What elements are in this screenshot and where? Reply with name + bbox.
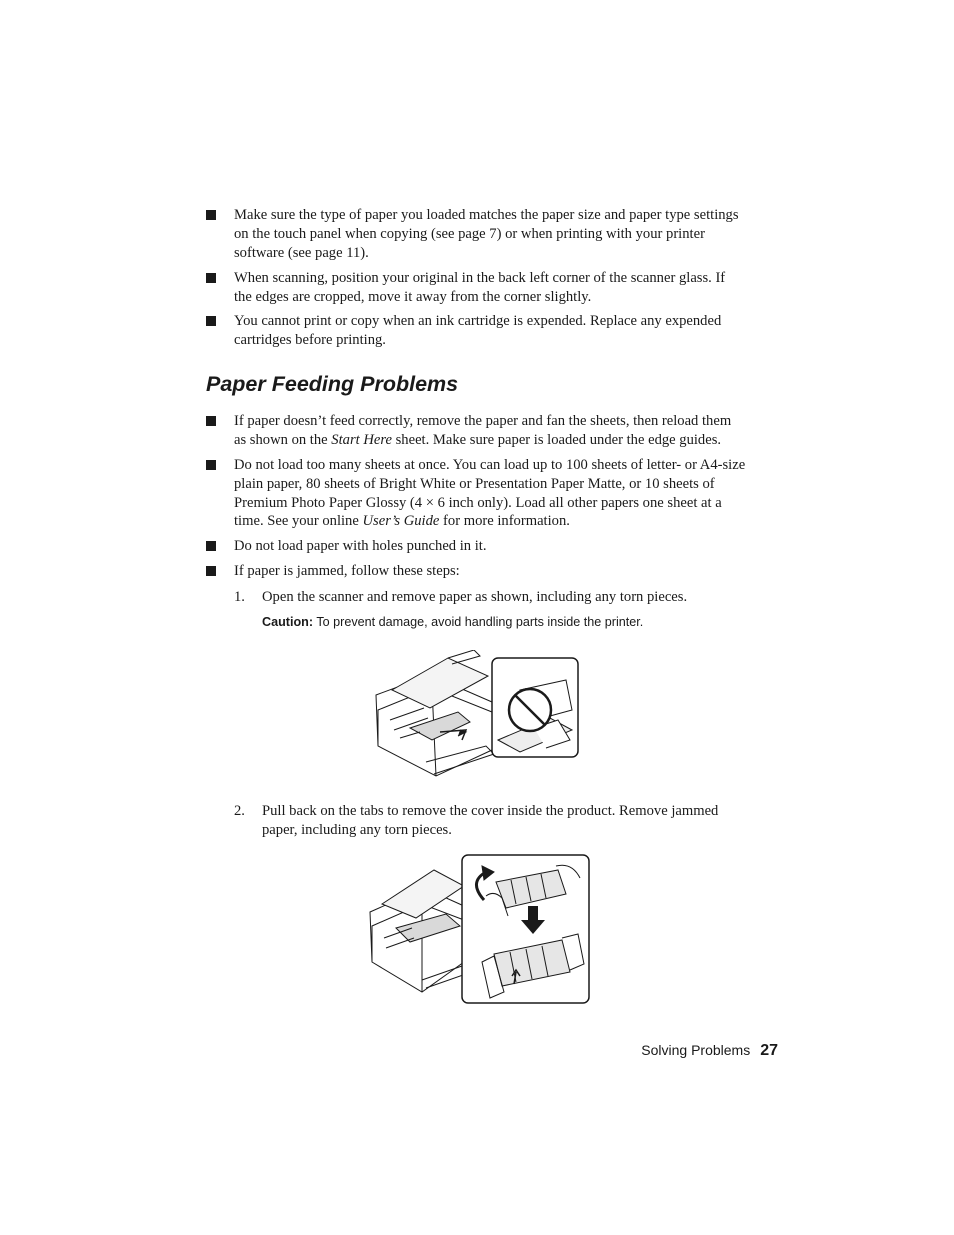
bullet-text: When scanning, position your original in the back left corner of the scanner glass. If the edges are cropped, move it away from the corner slightly.	[234, 270, 726, 305]
page-number: 27	[760, 1042, 778, 1059]
bullet-text: Do not load paper with holes punched in it.	[234, 538, 487, 554]
bullet-sheet-capacity	[206, 456, 746, 531]
start-here-reference: Start Here	[331, 431, 392, 448]
bullet-square-icon	[206, 210, 216, 220]
bullet-square-icon	[206, 316, 216, 326]
bullet-square-icon	[206, 416, 216, 426]
figure-remove-inner-cover	[366, 852, 592, 1007]
page-footer	[641, 1042, 778, 1060]
bullet-holes-punched	[206, 537, 746, 556]
step-number: 1.	[234, 589, 245, 605]
section-heading: Paper Feeding Problems	[206, 372, 459, 396]
bullet-text: Make sure the type of paper you loaded matches the paper size and paper type settings on the touch panel when copying (see page 7) or when printing with your printer software (see page 11).	[234, 207, 739, 261]
figure-open-scanner-remove-paper	[370, 650, 582, 780]
caution-label: Caution:	[262, 615, 314, 629]
bullet-paper-type	[206, 206, 746, 262]
step-1	[234, 588, 746, 607]
bullet-square-icon	[206, 460, 216, 470]
no-touch-icon	[509, 689, 551, 731]
caution-text: To prevent damage, avoid handling parts inside the printer.	[316, 615, 644, 629]
step-text: Open the scanner and remove paper as shown, including any torn pieces.	[262, 589, 688, 605]
step-2	[234, 802, 746, 840]
bullet-square-icon	[206, 566, 216, 576]
bullet-text: You cannot print or copy when an ink cartridge is expended. Replace any expended cartridges before printing.	[234, 313, 722, 348]
caution-note	[262, 615, 762, 629]
bullet-text: If paper is jammed, follow these steps:	[234, 563, 460, 579]
bullet-ink-expended	[206, 312, 746, 350]
bullet-text: If paper doesn’t feed correctly, remove the paper and fan the sheets, then reload them as shown on the Start Here sheet. Make sure paper is loaded under the edge guides.	[234, 413, 732, 448]
bullet-paper-jammed	[206, 562, 746, 581]
bullet-feed-correctly	[206, 412, 746, 450]
step-text: Pull back on the tabs to remove the cover inside the product. Remove jammed paper, including any torn pieces.	[262, 803, 719, 838]
bullet-text: Do not load too many sheets at once. You can load up to 100 sheets of letter- or A4-size plain paper, 80 sheets of Bright White or Presentation Paper Matte, or 10 sheets of Premium Photo Paper Glossy (4 × 6 inch only). Load all other papers one sheet at a time. See your online User’s Guide for more information.	[234, 457, 746, 530]
users-guide-reference: User’s Guide	[362, 513, 440, 530]
bullet-square-icon	[206, 273, 216, 283]
step-number: 2.	[234, 803, 245, 819]
bullet-scanning	[206, 269, 746, 307]
footer-section-name: Solving Problems	[641, 1042, 751, 1058]
bullet-square-icon	[206, 541, 216, 551]
